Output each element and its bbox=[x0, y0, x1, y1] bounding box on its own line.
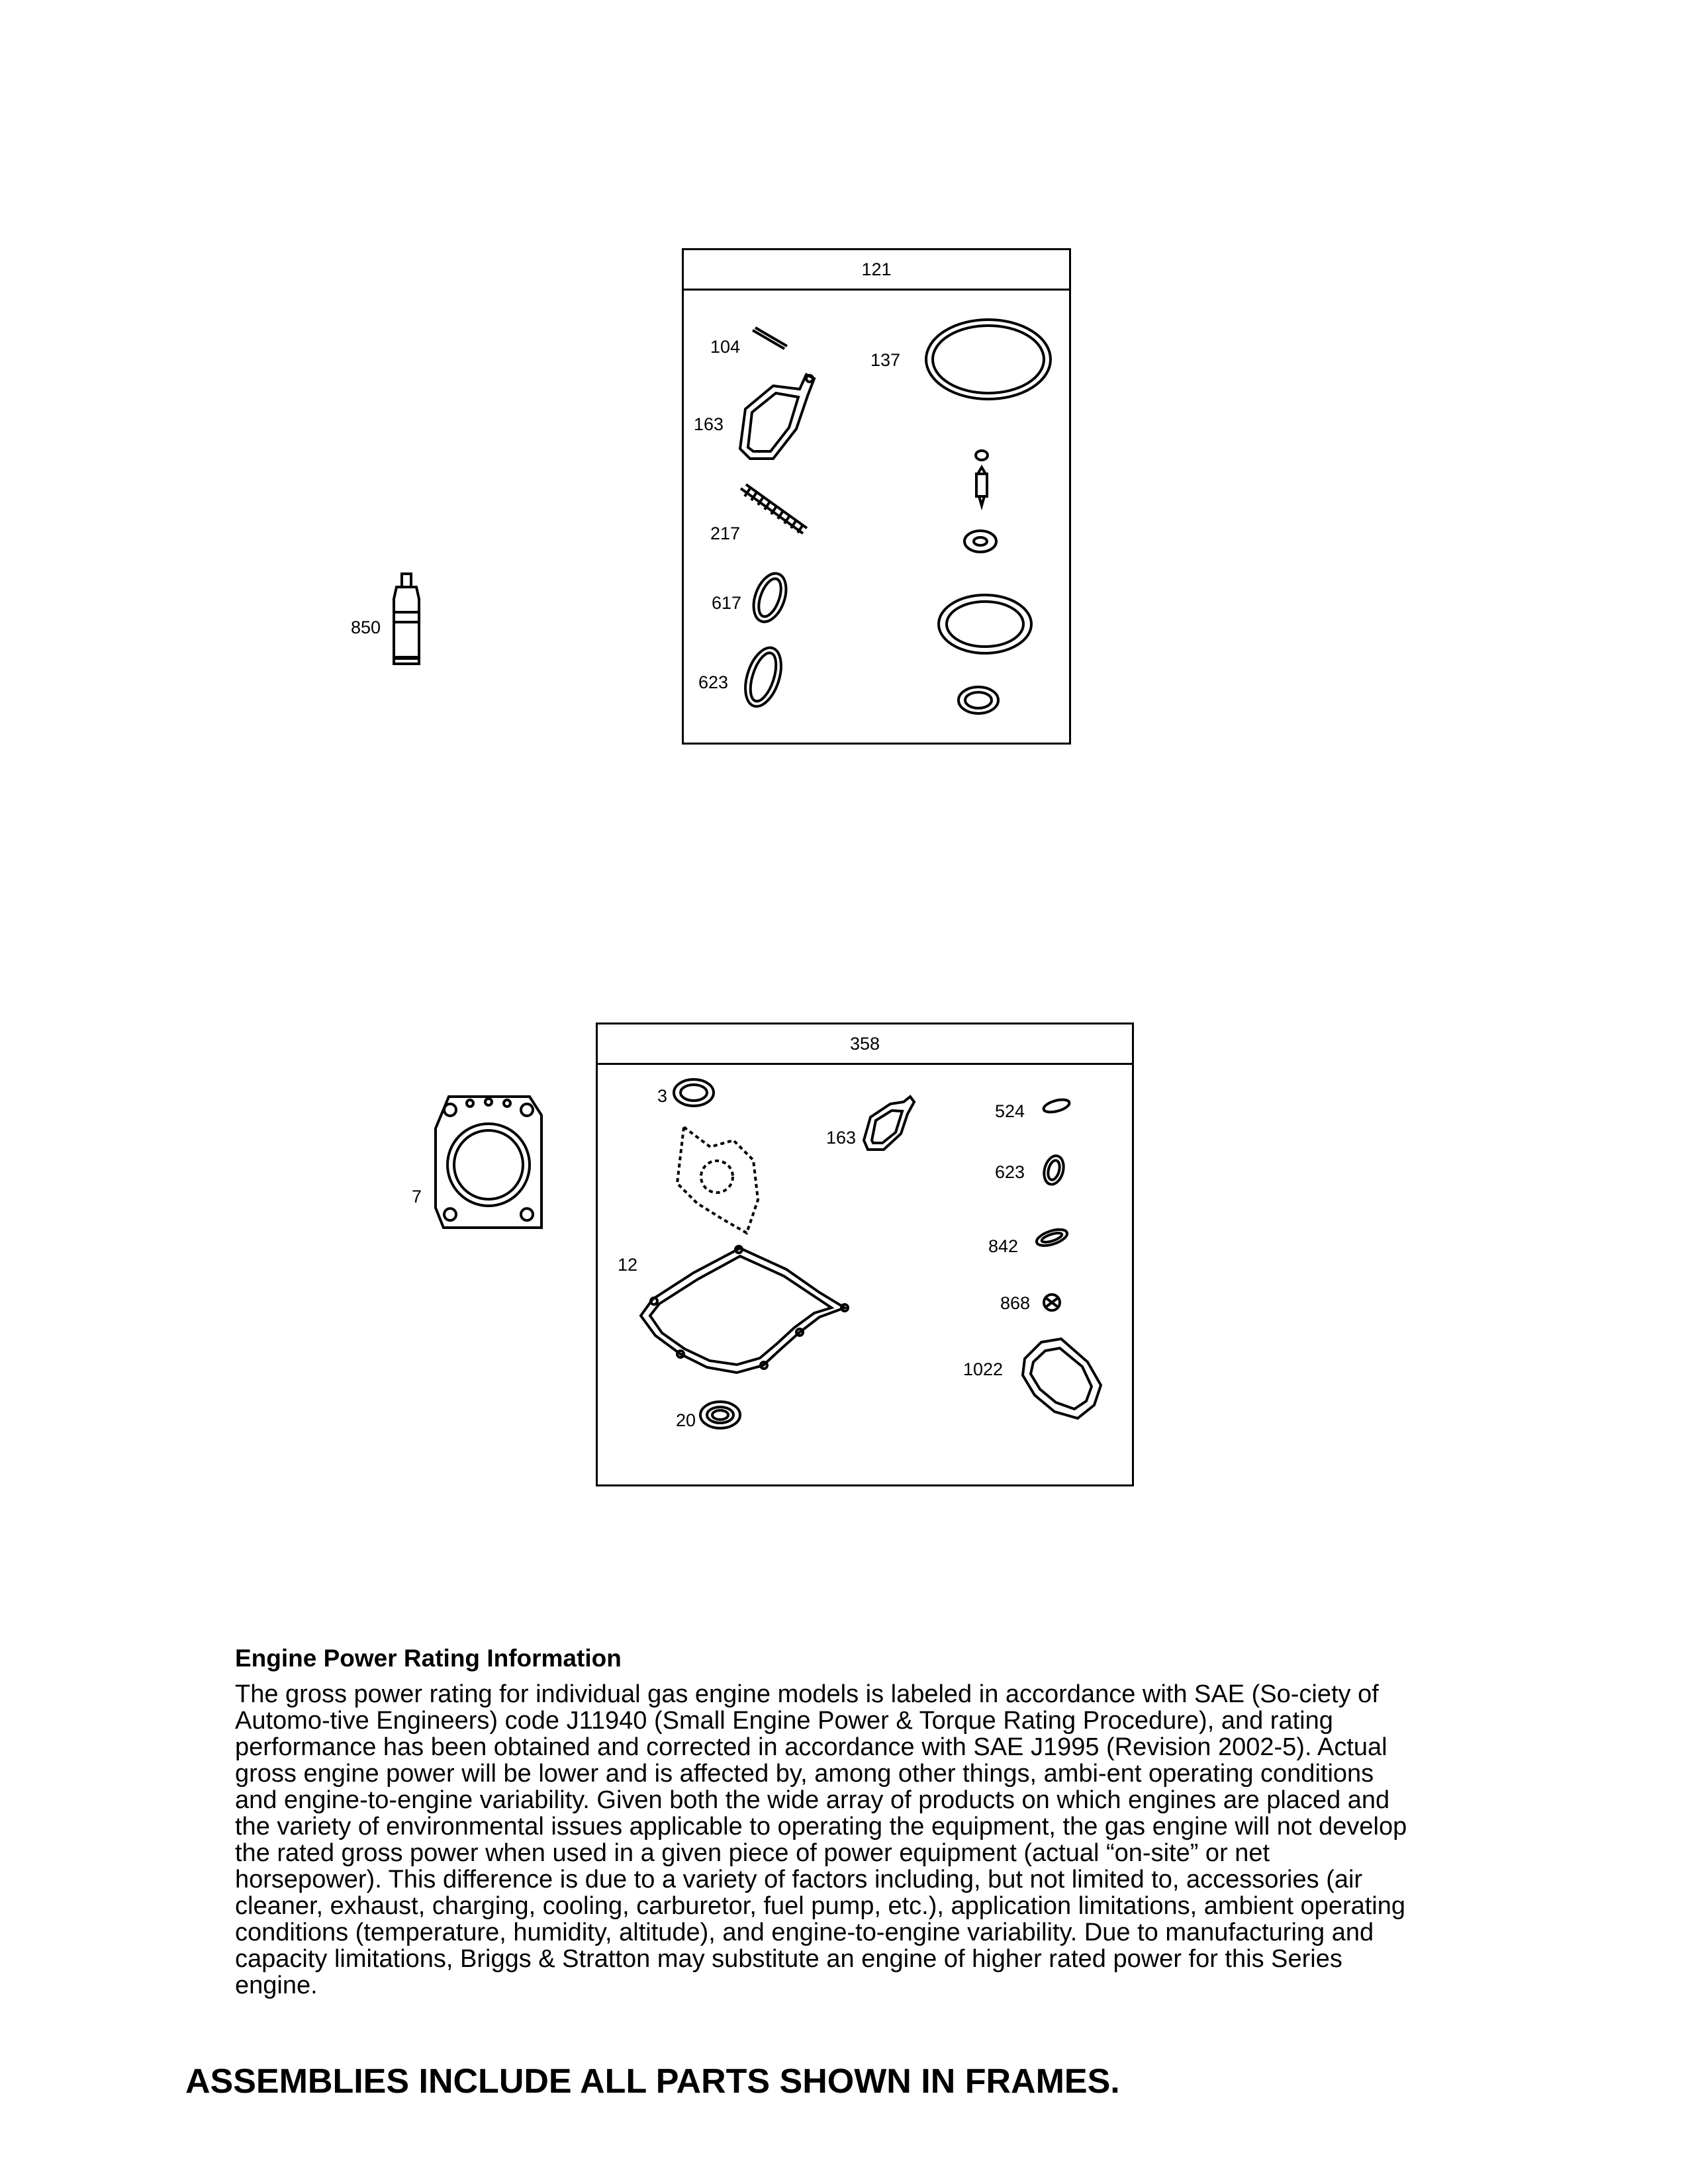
valve-cover-gasket-icon bbox=[857, 1094, 917, 1154]
part-label-868: 868 bbox=[1000, 1293, 1031, 1313]
part-label-7: 7 bbox=[412, 1187, 422, 1206]
plug-868-icon bbox=[1039, 1289, 1065, 1316]
small-seal-icon bbox=[955, 684, 1002, 717]
part-label-623b: 623 bbox=[995, 1162, 1025, 1182]
part-label-842: 842 bbox=[988, 1236, 1019, 1256]
part-label-850: 850 bbox=[351, 617, 381, 637]
o-ring-617-icon bbox=[750, 568, 790, 627]
seal-ring-icon bbox=[935, 591, 1035, 657]
o-ring-623b-icon bbox=[1037, 1150, 1070, 1190]
spring-icon bbox=[737, 482, 810, 541]
kit-358-title: 358 bbox=[598, 1024, 1132, 1065]
seal-842-icon bbox=[1032, 1224, 1072, 1251]
valve-seal-icon bbox=[962, 449, 1002, 508]
oil-seal-3-icon bbox=[671, 1076, 717, 1109]
part-label-163: 163 bbox=[694, 414, 724, 434]
part-label-104: 104 bbox=[710, 337, 741, 357]
part-label-617: 617 bbox=[712, 593, 742, 613]
part-label-1022: 1022 bbox=[963, 1359, 1004, 1379]
kit-121-title: 121 bbox=[684, 250, 1069, 291]
gasket-1022-icon bbox=[1015, 1332, 1107, 1425]
part-label-20: 20 bbox=[676, 1410, 696, 1430]
info-heading: Engine Power Rating Information bbox=[235, 1645, 622, 1672]
part-label-3: 3 bbox=[657, 1086, 668, 1106]
washer-icon bbox=[961, 528, 1000, 555]
pin-icon bbox=[750, 326, 790, 353]
crankcase-gasket-icon bbox=[634, 1243, 853, 1375]
oil-seal-20-icon bbox=[697, 1398, 743, 1432]
sealant-tube-icon bbox=[387, 572, 427, 665]
kit-121-frame bbox=[682, 248, 1071, 745]
kit-358-frame bbox=[596, 1023, 1134, 1486]
part-label-623: 623 bbox=[698, 672, 729, 692]
large-o-ring-icon bbox=[922, 316, 1055, 402]
head-gasket-icon bbox=[430, 1089, 549, 1238]
breather-gasket-icon bbox=[671, 1120, 763, 1236]
part-label-524: 524 bbox=[995, 1101, 1025, 1121]
part-label-163b: 163 bbox=[826, 1128, 857, 1148]
cover-gasket-icon bbox=[733, 369, 820, 462]
part-label-217: 217 bbox=[710, 523, 741, 543]
part-label-137: 137 bbox=[870, 350, 901, 370]
o-ring-623-icon bbox=[740, 641, 786, 713]
info-body: The gross power rating for individual gas engine models is labeled in accordance with SAE (So-ciety of Automo-tive Engineers) code J11940 (Small Engine Power & Torque Rating Procedure), and rating performance has been obtained and corrected in accordance with SAE J1995 (Revision 2002-5). Actual gross engine power will be lower and is affected by, among other things, ambi-ent operating conditions and engine-to-engine variability. Given both the wide array of products on which engines are placed and the variety of environmental issues applicable to operating the equipment, the gas engine will not develop the rated gross power when used in a given piece of power equipment (actual “on-site” or net horsepower). This difference is due to a variety of factors including, but not limited to, accessories (air cleaner, exhaust, charging, cooling, carburetor, fuel pump, etc.), application limitations, ambient operating conditions (temperature, humidity, altitude), and engine-to-engine variability. Due to manufacturing and capacity limitations, Briggs & Stratton may substitute an engine of higher rated power for this Series engine. bbox=[235, 1680, 1407, 1999]
assemblies-note: ASSEMBLIES INCLUDE ALL PARTS SHOWN IN FRAMES. bbox=[185, 2062, 1120, 2101]
seal-524-icon bbox=[1040, 1096, 1073, 1116]
part-label-12: 12 bbox=[618, 1255, 638, 1275]
